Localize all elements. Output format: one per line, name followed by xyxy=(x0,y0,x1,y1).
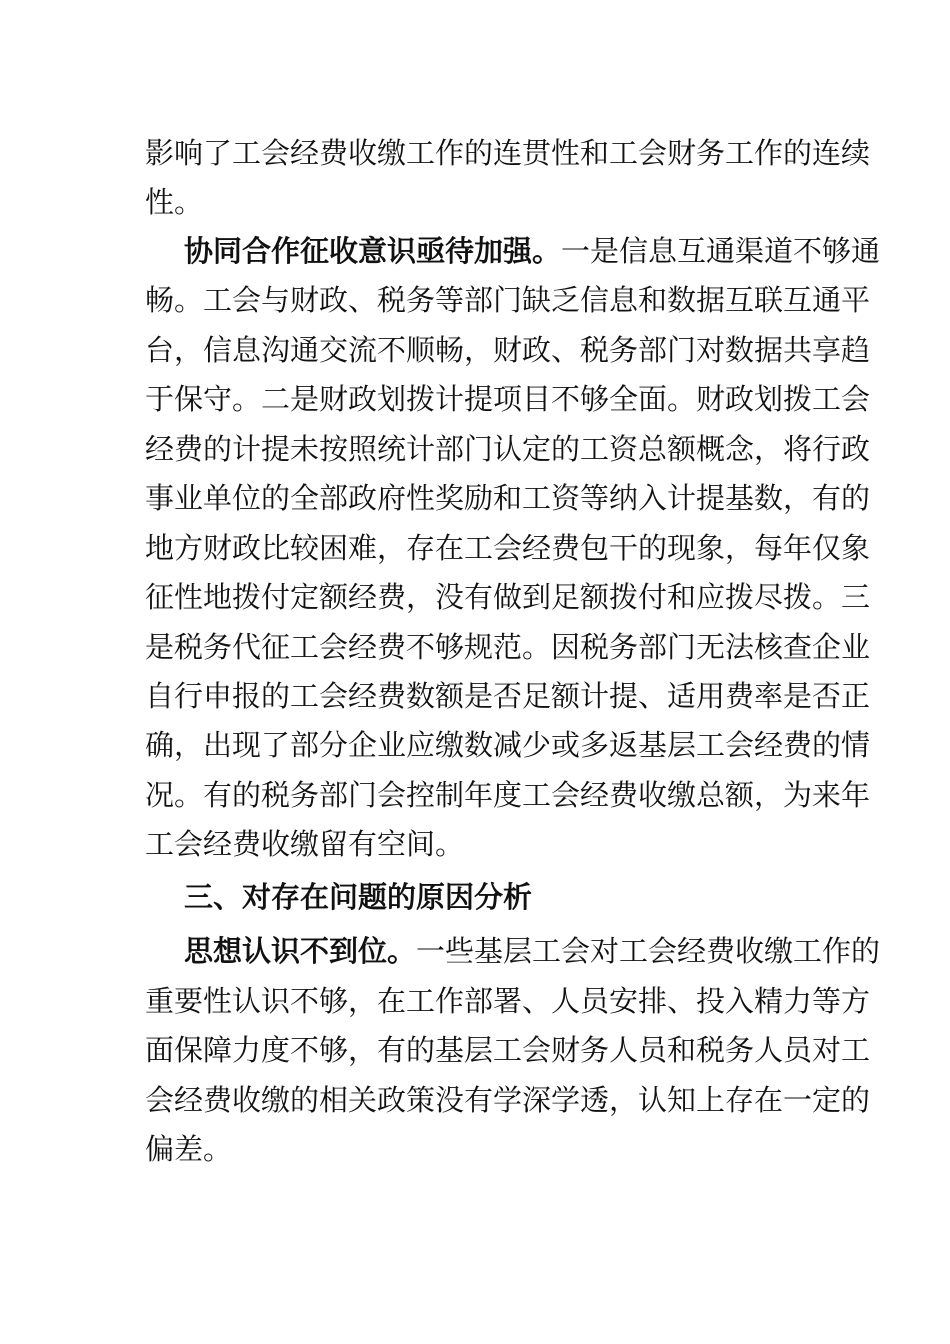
text-line: 况。有的税务部门会控制年度工会经费收缴总额，为来年 xyxy=(145,778,871,812)
paragraph-first-line xyxy=(184,926,881,976)
section-heading: 三、对存在问题的原因分析 xyxy=(184,880,533,914)
paragraph-heading: 协同合作征收意识亟待加强。 xyxy=(184,234,562,268)
text-line: 面保障力度不够，有的基层工会财务人员和税务人员对工 xyxy=(145,1033,871,1067)
text-line: 台，信息沟通交流不顺畅，财政、税务部门对数据共享趋 xyxy=(145,333,871,367)
text-line: 畅。工会与财政、税务等部门缺乏信息和数据互联互通平 xyxy=(145,283,871,317)
text-line: 工会经费收缴留有空间。 xyxy=(145,827,465,861)
text-line: 经费的计提未按照统计部门认定的工资总额概念，将行政 xyxy=(145,432,871,466)
text-line: 确，出现了部分企业应缴数减少或多返基层工会经费的情 xyxy=(145,728,871,762)
text-line: 会经费收缴的相关政策没有学深学透，认知上存在一定的 xyxy=(145,1083,871,1117)
text-line: 地方财政比较困难，存在工会经费包干的现象，每年仅象 xyxy=(145,531,871,565)
text-line: 偏差。 xyxy=(145,1132,233,1166)
text-line: 事业单位的全部政府性奖励和工资等纳入计提基数，有的 xyxy=(145,481,871,515)
text-line: 征性地拨付定额经费，没有做到足额拨付和应拨尽拨。三 xyxy=(145,580,871,614)
paragraph-heading: 思想认识不到位。 xyxy=(184,934,417,968)
text-run: 一是信息互通渠道不够通 xyxy=(561,234,881,268)
text-line: 影响了工会经费收缴工作的连贯性和工会财务工作的连续 xyxy=(145,136,871,170)
text-line: 性。 xyxy=(145,185,204,219)
text-line: 自行申报的工会经费数额是否足额计提、适用费率是否正 xyxy=(145,679,871,713)
text-line: 是税务代征工会经费不够规范。因税务部门无法核查企业 xyxy=(145,630,871,664)
text-line: 重要性认识不够，在工作部署、人员安排、投入精力等方 xyxy=(145,984,871,1018)
text-run: 一些基层工会对工会经费收缴工作的 xyxy=(416,934,881,968)
text-line: 于保守。二是财政划拨计提项目不够全面。财政划拨工会 xyxy=(145,382,871,416)
paragraph-first-line xyxy=(184,226,881,276)
